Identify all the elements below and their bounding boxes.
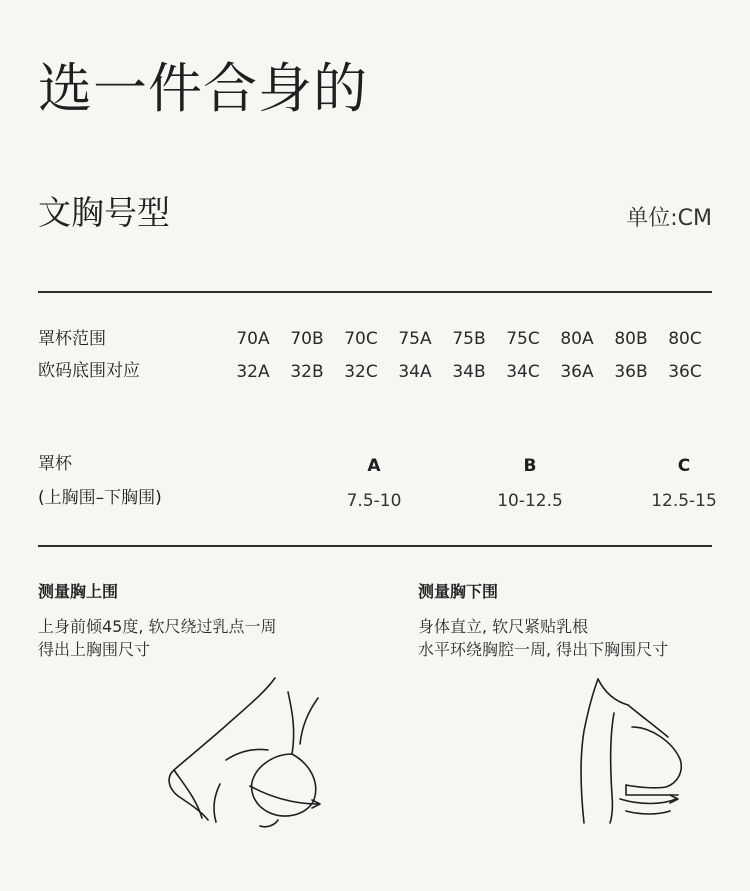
page-title: 选一件合身的 [38, 57, 368, 120]
divider-bottom [38, 545, 712, 547]
size-row1-label: 罩杯范围 [38, 329, 106, 349]
size-cell: 36B [614, 362, 648, 382]
size-cell: 70B [290, 329, 324, 349]
size-cell: 70C [344, 329, 378, 349]
size-cell: 36A [560, 362, 594, 382]
size-cell: 70A [236, 329, 270, 349]
size-cell: 34A [398, 362, 432, 382]
upper-bust-illustration [160, 670, 340, 830]
cup-a-name: A [367, 456, 381, 476]
cup-c-name: C [677, 456, 691, 476]
size-cell: 32C [344, 362, 378, 382]
divider-top [38, 291, 712, 293]
measure-upper-text [38, 615, 277, 661]
measure-upper-title: 测量胸上围 [38, 582, 119, 601]
size-cell: 36C [668, 362, 702, 382]
measure-upper-line2: 得出上胸围尺寸 [38, 640, 151, 659]
size-cell: 34B [452, 362, 486, 382]
size-cell: 32A [236, 362, 270, 382]
cup-b-column [470, 458, 590, 510]
under-bust-illustration [570, 675, 700, 825]
size-cell: 80B [614, 329, 648, 349]
cup-label: 罩杯 [38, 454, 72, 474]
size-cell: 75C [506, 329, 540, 349]
cup-b-range: 10-12.5 [497, 491, 563, 511]
measure-lower-title: 测量胸下围 [418, 582, 499, 601]
size-cell: 32B [290, 362, 324, 382]
size-cell: 80C [668, 329, 702, 349]
cup-c-column [624, 458, 744, 510]
size-cell: 75B [452, 329, 486, 349]
size-row2-label: 欧码底围对应 [38, 361, 140, 381]
cup-a-range: 7.5-10 [346, 491, 402, 511]
section-title: 文胸号型 [38, 193, 170, 232]
cup-label-sub: (上胸围–下胸围) [38, 488, 162, 508]
measure-lower-line1: 身体直立, 软尺紧贴乳根 [418, 617, 589, 636]
measure-upper-line1: 上身前倾45度, 软尺绕过乳点一周 [38, 617, 277, 636]
size-cell: 75A [398, 329, 432, 349]
cup-b-name: B [523, 456, 537, 476]
unit-label: 单位:CM [626, 206, 712, 231]
size-row1 [226, 331, 712, 348]
measure-lower-text [418, 615, 668, 661]
size-cell: 80A [560, 329, 594, 349]
size-cell: 34C [506, 362, 540, 382]
cup-a-column [314, 458, 434, 510]
measure-lower-line2: 水平环绕胸腔一周, 得出下胸围尺寸 [418, 640, 669, 659]
size-row2 [226, 364, 712, 381]
cup-c-range: 12.5-15 [651, 491, 717, 511]
